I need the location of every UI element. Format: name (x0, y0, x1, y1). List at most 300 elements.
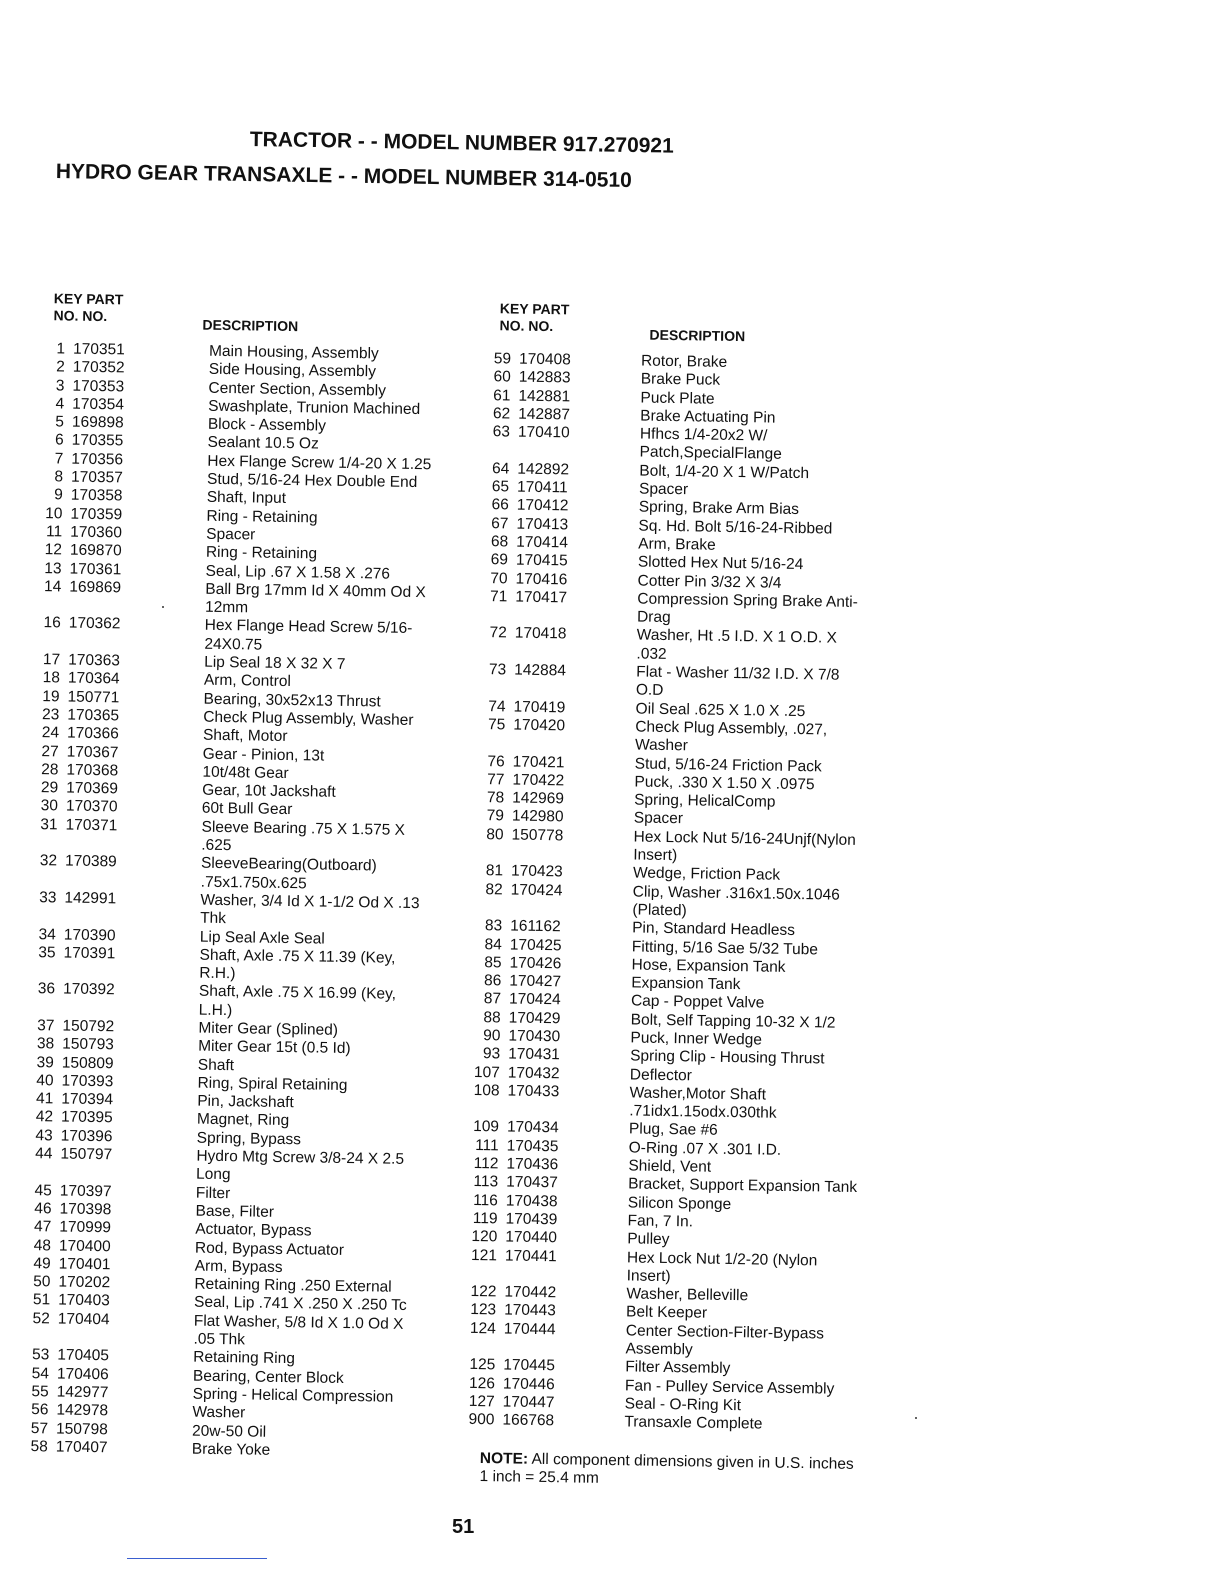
part-description: Base, Filter (195, 1202, 275, 1221)
part-description: Insert) (633, 846, 678, 865)
key-number (472, 899, 502, 918)
part-description: Stud, 5/16-24 Hex Double End (206, 470, 418, 492)
key-number: 62 (492, 405, 511, 423)
part-number: 170417 (515, 588, 568, 607)
part-number: 170415 (515, 551, 568, 570)
part-description: Fan - Pulley Service Assembly (624, 1377, 835, 1398)
part-description: Brake Yoke (191, 1440, 271, 1459)
part-description: Spacer (206, 525, 256, 544)
part-number: 170411 (516, 478, 568, 497)
key-number: 81 (485, 862, 504, 880)
key-number: 10 (45, 504, 63, 523)
key-number: 88 (483, 1008, 501, 1027)
key-number: 46 (34, 1200, 52, 1218)
part-number: 142887 (518, 405, 571, 424)
part-number: 170397 (59, 1182, 112, 1200)
key-number: 70 (490, 569, 508, 587)
part-number: 170364 (67, 669, 120, 688)
part-number (55, 962, 127, 981)
part-description: Rotor, Brake (640, 352, 728, 371)
part-description: O-Ring .07 X .301 I.D. (628, 1139, 782, 1159)
part-number: 170369 (66, 779, 119, 798)
part-number (52, 1164, 124, 1183)
key-number: 5 (55, 413, 65, 431)
part-number: 170419 (513, 698, 566, 716)
part-description: Hose, Expansion Tank (631, 956, 786, 976)
part-description: Sleeve Bearing .75 X 1.575 X (201, 818, 406, 839)
part-number (506, 643, 578, 662)
part-number: 170355 (71, 432, 124, 450)
part-description: Gear, 10t Jackshaft (202, 781, 336, 801)
key-number: 14 (43, 578, 62, 596)
key-number: 54 (31, 1364, 50, 1382)
part-number: 150792 (62, 1017, 115, 1036)
part-number (499, 1101, 571, 1120)
key-number: 63 (492, 423, 511, 441)
key-number: 39 (36, 1053, 55, 1071)
part-description: Hex Lock Nut 5/16-24Unjf(Nylon (633, 828, 856, 849)
part-description: Washer (192, 1403, 246, 1422)
key-number (30, 633, 60, 652)
column-header (35, 290, 466, 347)
key-number: 125 (469, 1356, 496, 1374)
part-number: 170447 (502, 1393, 555, 1412)
part-description: Flat Washer, 5/8 Id X 1.0 Od X (193, 1312, 404, 1333)
part-number: 170999 (59, 1218, 112, 1237)
part-number: 170401 (58, 1255, 111, 1274)
part-description: Patch,SpecialFlange (639, 443, 782, 464)
part-number: 169869 (69, 578, 122, 597)
part-number (505, 735, 577, 754)
part-description: Bearing, Center Block (192, 1367, 344, 1387)
part-description: Expansion Tank (631, 974, 741, 994)
part-number: 142991 (64, 889, 117, 908)
part-description: O.D (635, 681, 664, 700)
part-description: Shaft (197, 1056, 235, 1074)
parts-column-left (18, 290, 466, 1463)
key-number: 68 (490, 533, 509, 551)
part-description: Spring, HelicalComp (634, 791, 776, 811)
part-number: 150797 (60, 1145, 113, 1164)
key-number: 124 (469, 1319, 496, 1338)
key-number: 37 (37, 1017, 55, 1035)
part-number: 170394 (61, 1090, 114, 1109)
part-description: Cotter Pin 3/32 X 3/4 (637, 572, 782, 592)
page-number: 51 (452, 1516, 475, 1538)
key-number: 61 (493, 386, 511, 405)
key-number: 83 (484, 917, 503, 935)
part-number (56, 908, 128, 927)
part-description: Bolt, Self Tapping 10-32 X 1/2 (630, 1011, 836, 1032)
key-number (479, 441, 509, 460)
key-number: 9 (54, 486, 63, 504)
part-description: Shaft, Motor (202, 726, 288, 746)
key-part-header (35, 290, 214, 343)
part-number: 170429 (508, 1009, 561, 1028)
no-no-label: NO. NO. (53, 307, 108, 325)
part-number: 150798 (55, 1419, 108, 1438)
key-number: 48 (33, 1236, 52, 1254)
key-number: 111 (475, 1136, 499, 1155)
part-description: Rod, Bypass Actuator (194, 1239, 345, 1259)
description-header: DESCRIPTION (649, 326, 746, 345)
part-number (61, 597, 133, 616)
part-number: 142978 (56, 1401, 109, 1420)
part-number: 170436 (506, 1155, 559, 1174)
part-number: 170406 (56, 1365, 109, 1383)
key-number: 47 (33, 1218, 52, 1236)
part-number: 169870 (69, 541, 122, 560)
part-number: 170356 (71, 450, 124, 469)
part-number: 170362 (68, 615, 121, 633)
key-number: 56 (31, 1401, 49, 1419)
part-description: Arm, Bypass (194, 1257, 283, 1276)
part-number: 170353 (72, 377, 125, 395)
part-number: 170357 (70, 468, 123, 487)
part-number: 170414 (516, 533, 569, 552)
part-description: Transaxle Complete (624, 1413, 763, 1433)
part-description: Center Section-Filter-Bypass (625, 1322, 825, 1343)
part-description: Block - Assembly (207, 415, 327, 435)
part-description: Hex Flange Head Screw 5/16- (204, 617, 413, 638)
key-number: 31 (40, 815, 58, 834)
part-description: 24X0.75 (204, 635, 263, 654)
part-number: 170389 (64, 852, 117, 871)
key-number (27, 834, 57, 853)
part-number: 170390 (63, 926, 116, 944)
key-number: 42 (35, 1108, 54, 1126)
part-number: 150771 (67, 688, 120, 706)
part-number: 150809 (61, 1054, 114, 1072)
part-description: Spring, Bypass (196, 1129, 302, 1149)
key-number: 44 (35, 1145, 53, 1163)
key-number: 119 (472, 1209, 498, 1228)
key-number: 87 (483, 990, 502, 1008)
part-description: Hydro Mtg Screw 3/8-24 X 2.5 (196, 1147, 405, 1168)
part-description: 12mm (204, 598, 249, 617)
part-number: 166768 (502, 1411, 555, 1430)
part-description: Shaft, Axle .75 X 11.39 (Key, (199, 946, 396, 967)
key-number: 60 (493, 368, 511, 386)
key-number: 112 (473, 1155, 499, 1173)
part-description: Spring, Brake Arm Bias (638, 498, 800, 519)
key-number: 116 (473, 1191, 498, 1210)
part-number: 170351 (72, 340, 125, 359)
part-description: Plug, Sae #6 (628, 1120, 718, 1140)
note-text: All component dimensions given in U.S. inches (531, 1450, 854, 1473)
key-number (25, 962, 55, 981)
part-number: 142980 (511, 807, 564, 826)
key-number: 108 (473, 1081, 500, 1100)
part-number: 170446 (502, 1375, 555, 1393)
part-description: Bracket, Support Expansion Tank (627, 1175, 858, 1197)
key-number: 86 (483, 972, 502, 990)
part-description: Pin, Standard Headless (632, 919, 796, 940)
key-number: 85 (484, 953, 502, 972)
key-number: 80 (486, 825, 504, 844)
part-description: Shield, Vent (628, 1157, 712, 1176)
part-number: 170443 (503, 1301, 556, 1320)
note-conversion: 1 inch = 25.4 mm (479, 1467, 600, 1487)
part-description: Main Housing, Assembly (208, 342, 379, 363)
key-number (25, 999, 55, 1018)
part-number: 170420 (513, 716, 566, 735)
part-number (55, 999, 127, 1018)
part-number: 170365 (67, 706, 120, 725)
part-description: Puck Plate (640, 389, 715, 408)
key-number: 13 (44, 559, 62, 577)
key-number: 74 (488, 697, 506, 716)
part-number: 170395 (60, 1108, 113, 1127)
part-description: Seal - O-Ring Kit (624, 1395, 742, 1415)
key-number: 93 (482, 1045, 501, 1063)
key-number: 1 (56, 340, 66, 358)
key-number: 107 (473, 1063, 501, 1081)
key-number: 90 (483, 1027, 501, 1045)
key-number: 69 (490, 551, 509, 569)
key-number: 4 (55, 395, 65, 413)
part-description: Sq. Hd. Bolt 5/16-24-Ribbed (638, 517, 833, 538)
speck-mark (162, 606, 164, 608)
parts-list-left (18, 340, 465, 1463)
part-description: L.H.) (198, 1001, 233, 1019)
part-number: 170441 (504, 1247, 557, 1265)
part-description: Ring - Retaining (205, 543, 318, 563)
part-description: Spring Clip - Housing Thrust (630, 1047, 825, 1068)
part-description: Clip, Washer .316x1.50x.1046 (632, 883, 840, 904)
part-number: 170393 (61, 1072, 114, 1091)
part-number: 170392 (62, 980, 115, 999)
part-description: Pulley (627, 1230, 670, 1249)
part-description: Arm, Control (203, 672, 292, 691)
key-number: 76 (487, 752, 505, 770)
part-description: Check Plug Assembly, .027, (635, 718, 828, 739)
part-number (60, 633, 132, 652)
key-number: 11 (45, 523, 63, 541)
part-description: Brake Puck (640, 370, 721, 390)
key-number (467, 1265, 497, 1284)
part-number: 170426 (509, 954, 562, 973)
part-number: 170368 (66, 761, 119, 780)
key-number: 53 (31, 1346, 50, 1364)
part-description: Puck, .330 X 1.50 X .0975 (634, 773, 815, 794)
part-description: Fitting, 5/16 Sae 5/32 Tube (631, 937, 819, 958)
part-number: 170416 (515, 570, 568, 588)
part-description: Bearing, 30x52x13 Thrust (203, 690, 381, 711)
part-description: .05 Thk (193, 1330, 246, 1349)
part-number: 170405 (57, 1346, 110, 1365)
part-number (507, 607, 579, 626)
part-number: 150778 (511, 826, 564, 845)
part-number: 170371 (65, 816, 118, 835)
key-number: 82 (485, 880, 503, 899)
part-number: 170424 (508, 990, 561, 1009)
divider-line (127, 1558, 267, 1559)
part-description: Center Section, Assembly (208, 379, 387, 400)
part-number: 170421 (512, 753, 565, 771)
key-number: 34 (38, 925, 57, 943)
part-number: 170434 (506, 1118, 559, 1137)
part-description: Washer, Belleville (626, 1285, 749, 1305)
key-number: 52 (32, 1309, 50, 1328)
part-number: 170403 (57, 1291, 110, 1310)
key-number: 121 (470, 1246, 498, 1264)
key-number: 6 (54, 431, 64, 449)
part-number: 170445 (503, 1356, 556, 1375)
part-description: 10t/48t Gear (202, 763, 289, 782)
part-description: Stud, 5/16-24 Friction Pack (634, 754, 822, 775)
no-no-label: NO. NO. (499, 317, 554, 335)
key-number: 2 (56, 358, 65, 376)
part-description: Miter Gear 15t (0.5 Id) (198, 1037, 351, 1058)
key-number: 33 (39, 889, 57, 907)
key-number: 32 (39, 852, 58, 870)
part-number: 142977 (56, 1383, 109, 1402)
part-description: Swashplate, Trunion Machined (208, 397, 421, 418)
part-description: Deflector (629, 1065, 693, 1084)
part-number: 170435 (506, 1137, 559, 1156)
key-number: 23 (41, 706, 60, 724)
part-description: Seal, Lip .67 X 1.58 X .276 (205, 562, 391, 583)
key-number: 19 (42, 687, 60, 706)
part-number (509, 442, 581, 461)
part-number: 170437 (506, 1173, 559, 1192)
part-number: 170354 (72, 395, 125, 414)
part-description: Puck, Inner Wedge (630, 1029, 763, 1049)
part-description: Seal, Lip .741 X .250 X .250 Tc (193, 1294, 407, 1315)
part-description: Hfhcs 1/4-20x2 W/ (639, 425, 768, 445)
part-number: 170396 (60, 1127, 113, 1146)
key-number: 900 (468, 1411, 495, 1429)
key-number (475, 734, 505, 753)
key-number: 59 (493, 350, 512, 368)
part-number: 142881 (518, 387, 571, 405)
key-number: 113 (473, 1173, 499, 1191)
part-description: Filter (195, 1184, 231, 1202)
key-number: 40 (36, 1071, 54, 1090)
key-number (476, 679, 506, 698)
key-number: 29 (40, 779, 59, 797)
part-number: 170366 (66, 724, 119, 743)
part-number: 170444 (503, 1320, 556, 1339)
part-description: Long (195, 1165, 231, 1184)
part-number: 170363 (68, 651, 121, 670)
part-number (502, 899, 574, 918)
key-number: 79 (486, 807, 505, 825)
part-number: 170412 (516, 496, 569, 515)
key-number (476, 643, 506, 662)
key-number: 84 (484, 935, 503, 953)
part-description: Washer, Ht .5 I.D. X 1 O.D. X (636, 626, 837, 648)
part-number (57, 871, 129, 890)
key-number (19, 1328, 49, 1347)
key-number: 127 (468, 1392, 495, 1411)
part-description: SleeveBearing(Outboard) (200, 854, 377, 875)
key-number (473, 844, 503, 863)
part-number: 170360 (70, 523, 123, 542)
part-number: 170440 (505, 1228, 558, 1247)
part-description: Assembly (625, 1340, 693, 1359)
part-description: Ring, Spiral Retaining (197, 1074, 348, 1094)
speck-mark (915, 1417, 917, 1419)
part-number: 170425 (509, 936, 562, 954)
part-number: 170404 (57, 1310, 110, 1329)
key-number: 18 (42, 669, 61, 687)
part-description: Ring - Retaining (206, 507, 318, 527)
part-description: Slotted Hex Nut 5/16-24 (637, 553, 804, 574)
part-number: 170442 (504, 1283, 557, 1302)
key-number: 65 (491, 478, 510, 496)
part-number: 170431 (508, 1045, 561, 1064)
part-description: .625 (201, 836, 232, 855)
part-description: Washer,Motor Shaft (629, 1084, 767, 1104)
part-number: 170370 (65, 797, 118, 816)
part-number: 170352 (72, 358, 125, 377)
key-number: 58 (30, 1437, 48, 1456)
key-number: 73 (488, 661, 507, 679)
part-description: Side Housing, Assembly (208, 361, 377, 381)
key-number: 67 (491, 514, 509, 533)
part-description: Pin, Jackshaft (197, 1092, 294, 1112)
part-description: Shaft, Input (206, 489, 287, 508)
key-number: 24 (41, 724, 60, 742)
key-number: 28 (41, 760, 59, 779)
column-header (481, 300, 912, 357)
key-number: 71 (489, 588, 508, 606)
part-description: Lip Seal Axle Seal (199, 928, 325, 948)
key-number (27, 871, 57, 890)
part-description: Thk (200, 909, 227, 928)
part-description: Magnet, Ring (196, 1111, 290, 1130)
part-number (57, 834, 129, 853)
part-description: Lip Seal 18 X 32 X 7 (204, 653, 346, 673)
key-number (26, 907, 56, 926)
part-description: Actuator, Bypass (195, 1220, 312, 1240)
key-number: 27 (41, 742, 59, 760)
part-description: Ball Brg 17mm Id X 40mm Od X (205, 580, 426, 602)
part-number: 170427 (509, 972, 562, 991)
key-part-label: KEY PART (499, 300, 570, 318)
note-label: NOTE: (479, 1450, 529, 1468)
key-number: 17 (42, 651, 61, 669)
part-number: 142883 (518, 368, 571, 387)
key-part-header (481, 300, 660, 353)
part-number: 142969 (512, 789, 565, 808)
key-number: 64 (491, 459, 510, 478)
key-number: 3 (55, 376, 65, 395)
key-number (31, 596, 61, 615)
key-number: 55 (31, 1382, 49, 1401)
part-description: Bolt, 1/4-20 X 1 W/Patch (639, 462, 810, 482)
key-number: 77 (487, 770, 505, 789)
key-number: 72 (489, 624, 507, 642)
key-number (469, 1100, 499, 1119)
key-number: 43 (35, 1126, 53, 1145)
key-number: 7 (54, 450, 64, 468)
part-description: Cap - Poppet Valve (630, 992, 765, 1012)
key-number: 78 (486, 789, 505, 807)
key-number: 38 (36, 1035, 55, 1053)
part-description: Sealant 10.5 Oz (207, 434, 319, 453)
key-number: 36 (37, 980, 56, 998)
part-number: 170361 (69, 560, 122, 578)
key-number: 122 (470, 1283, 497, 1301)
part-number (506, 680, 578, 699)
key-number: 35 (38, 943, 56, 962)
part-number: 170423 (510, 862, 563, 881)
key-number: 12 (44, 541, 63, 559)
part-number: 170424 (510, 881, 563, 899)
